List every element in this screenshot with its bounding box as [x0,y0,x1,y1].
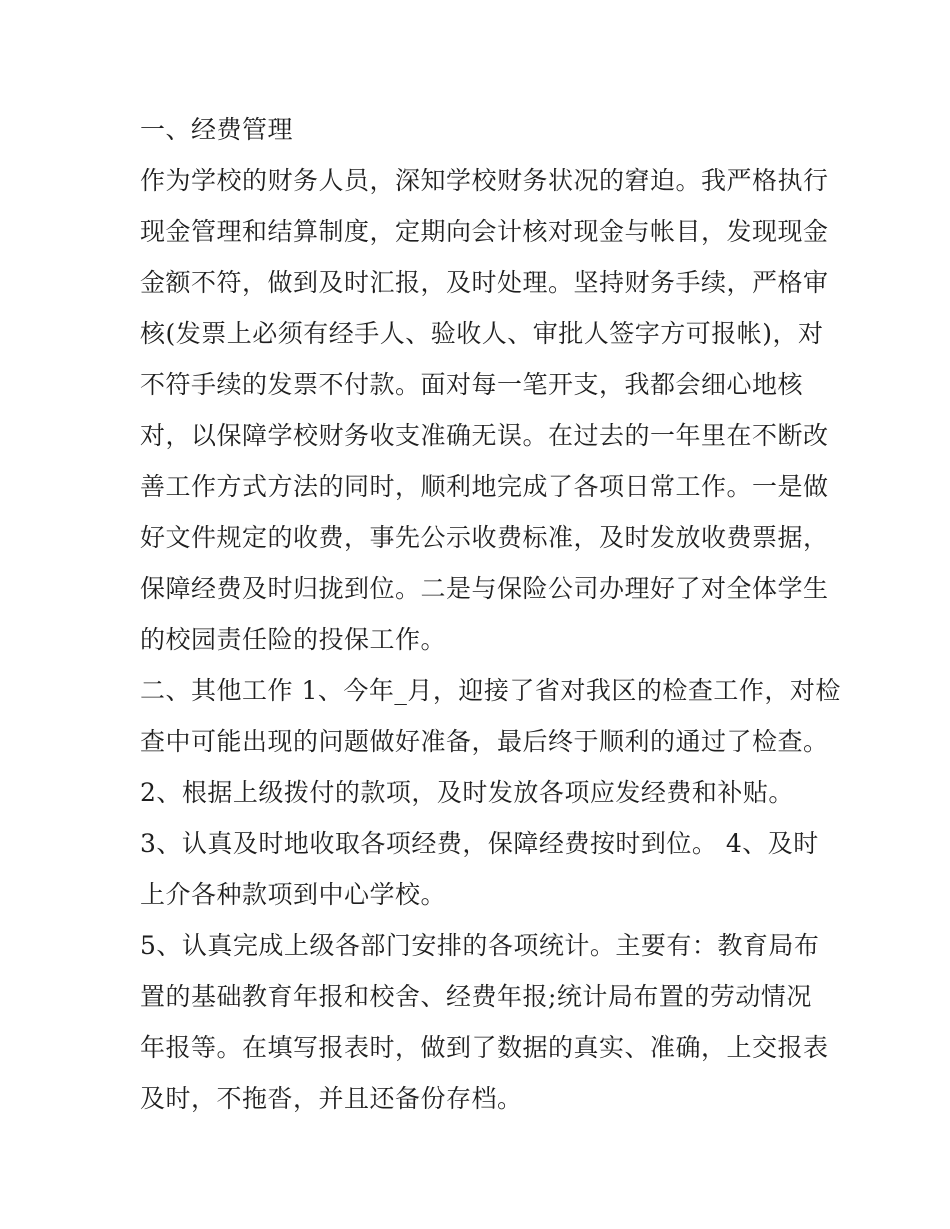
paragraph-line: 不符手续的发票不付款。面对每一笔开支，我都会细心地核 [140,370,804,399]
paragraph-line: 的校园责任险的投保工作。 [140,625,447,654]
heading-funding-management: 一、经费管理 [140,115,294,144]
heading-other-work: 二、其他工作 1、今年_月，迎接了省对我区的检查工作，对检 [140,676,841,705]
paragraph-line: 查中可能出现的问题做好准备，最后终于顺利的通过了检查。 [140,727,829,756]
list-item-5: 5、认真完成上级各部门安排的各项统计。主要有：教育局布 [140,931,820,960]
paragraph-line: 作为学校的财务人员，深知学校财务状况的窘迫。我严格执行 [140,166,829,195]
paragraph-line: 对，以保障学校财务收支准确无误。在过去的一年里在不断改 [140,421,829,450]
paragraph-line: 核(发票上必须有经手人、验收人、审批人签字方可报帐)，对 [140,319,824,348]
list-item-3: 3、认真及时地收取各项经费，保障经费按时到位。 4、及时 [140,829,819,858]
paragraph-line: 保障经费及时归拢到位。二是与保险公司办理好了对全体学生 [140,574,829,603]
paragraph-line: 上介各种款项到中心学校。 [140,880,447,909]
paragraph-line: 好文件规定的收费，事先公示收费标准，及时发放收费票据， [140,523,829,552]
paragraph-line: 及时，不拖沓，并且还备份存档。 [140,1084,523,1113]
paragraph-line: 金额不符，做到及时汇报，及时处理。坚持财务手续，严格审 [140,268,829,297]
paragraph-line: 善工作方式方法的同时，顺利地完成了各项日常工作。一是做 [140,472,829,501]
paragraph-line: 现金管理和结算制度，定期向会计核对现金与帐目，发现现金 [140,217,829,246]
paragraph-line: 年报等。在填写报表时，做到了数据的真实、准确，上交报表 [140,1033,829,1062]
paragraph-line: 置的基础教育年报和校舍、经费年报;统计局布置的劳动情况 [140,982,812,1011]
list-item-2: 2、根据上级拨付的款项，及时发放各项应发经费和补贴。 [140,778,794,807]
